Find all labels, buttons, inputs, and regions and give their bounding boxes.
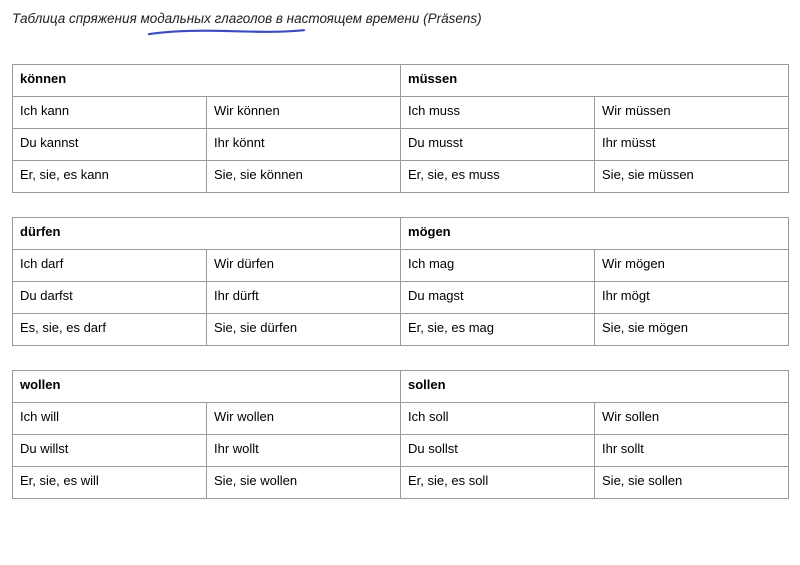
table-row (13, 313, 789, 345)
cell-plural: Wir müssen (595, 96, 789, 128)
cell-plural: Ihr mögt (595, 281, 789, 313)
cell-singular: Es, sie, es darf (13, 313, 207, 345)
cell-plural: Ihr sollt (595, 434, 789, 466)
conjugation-block-1 (12, 64, 788, 193)
verb-heading-right: mögen (401, 217, 789, 249)
cell-plural: Sie, sie mögen (595, 313, 789, 345)
conjugation-table-2 (12, 217, 789, 346)
cell-plural: Wir mögen (595, 249, 789, 281)
cell-singular: Du magst (401, 281, 595, 313)
verb-heading-left: können (13, 64, 401, 96)
table-row (13, 402, 789, 434)
verb-heading-left: dürfen (13, 217, 401, 249)
cell-singular: Du kannst (13, 128, 207, 160)
conjugation-table-3 (12, 370, 789, 499)
cell-singular: Ich soll (401, 402, 595, 434)
cell-singular: Du sollst (401, 434, 595, 466)
handwritten-underline-annotation (148, 28, 306, 37)
cell-singular: Er, sie, es mag (401, 313, 595, 345)
table-row (13, 64, 789, 96)
cell-singular: Du musst (401, 128, 595, 160)
cell-singular: Er, sie, es will (13, 466, 207, 498)
cell-plural: Wir dürfen (207, 249, 401, 281)
cell-singular: Er, sie, es soll (401, 466, 595, 498)
cell-singular: Ich kann (13, 96, 207, 128)
cell-plural: Wir wollen (207, 402, 401, 434)
cell-plural: Sie, sie wollen (207, 466, 401, 498)
cell-singular: Ich darf (13, 249, 207, 281)
verb-heading-right: müssen (401, 64, 789, 96)
cell-singular: Ich mag (401, 249, 595, 281)
cell-plural: Ihr dürft (207, 281, 401, 313)
conjugation-block-3 (12, 370, 788, 499)
cell-plural: Ihr könnt (207, 128, 401, 160)
cell-plural: Wir sollen (595, 402, 789, 434)
conjugation-table-1 (12, 64, 789, 193)
verb-heading-left: wollen (13, 370, 401, 402)
cell-plural: Sie, sie müssen (595, 160, 789, 192)
page-title: Таблица спряжения модальных глаголов в настоящем времени (Präsens) (12, 11, 482, 26)
cell-singular: Er, sie, es kann (13, 160, 207, 192)
cell-plural: Ihr wollt (207, 434, 401, 466)
table-row (13, 249, 789, 281)
cell-singular: Du willst (13, 434, 207, 466)
cell-plural: Sie, sie sollen (595, 466, 789, 498)
table-row (13, 160, 789, 192)
table-row (13, 281, 789, 313)
cell-singular: Er, sie, es muss (401, 160, 595, 192)
verb-heading-right: sollen (401, 370, 789, 402)
cell-singular: Ich will (13, 402, 207, 434)
conjugation-block-2 (12, 217, 788, 346)
cell-singular: Ich muss (401, 96, 595, 128)
cell-plural: Sie, sie dürfen (207, 313, 401, 345)
table-row (13, 217, 789, 249)
table-row (13, 466, 789, 498)
table-row (13, 128, 789, 160)
cell-plural: Wir können (207, 96, 401, 128)
cell-singular: Du darfst (13, 281, 207, 313)
table-row (13, 434, 789, 466)
table-row (13, 96, 789, 128)
cell-plural: Ihr müsst (595, 128, 789, 160)
table-row (13, 370, 789, 402)
cell-plural: Sie, sie können (207, 160, 401, 192)
